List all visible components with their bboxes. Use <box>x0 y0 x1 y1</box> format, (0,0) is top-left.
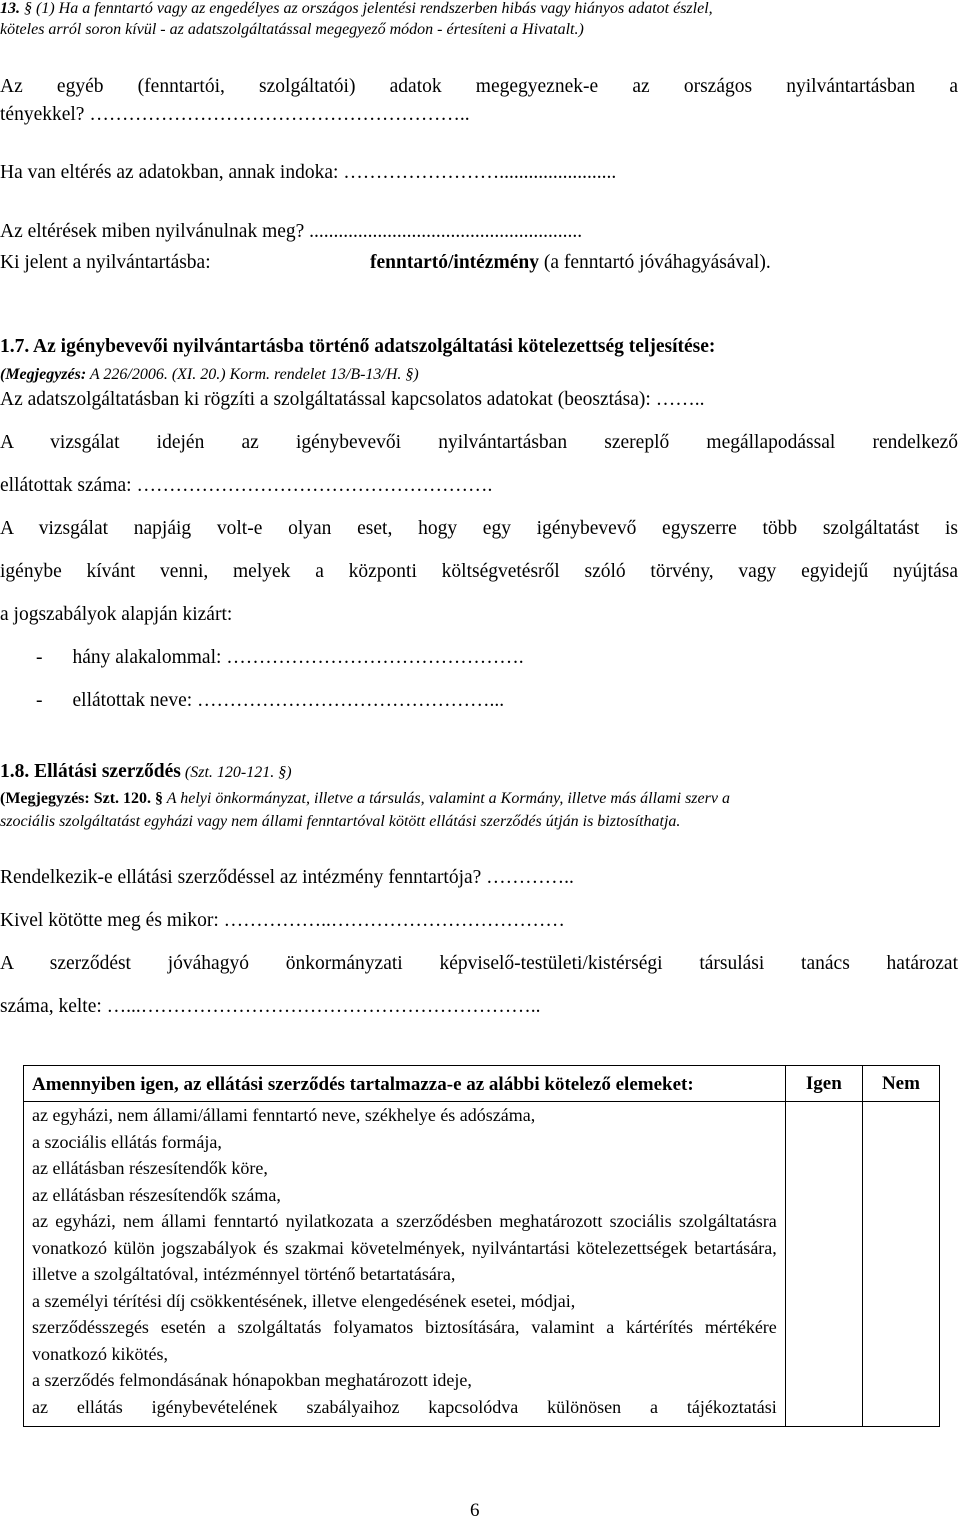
question-3: Az eltérések miben nyilvánulnak meg? ........................................................ <box>0 221 583 242</box>
page-number: 6 <box>470 1500 480 1521</box>
no-checkbox-cell[interactable] <box>862 1102 939 1427</box>
table-items-cell <box>24 1102 786 1427</box>
section-18-note <box>0 790 958 808</box>
table-item-8: a szerződés felmondásának hónapokban meghatározott ideje, <box>32 1370 472 1390</box>
bullet-1-dash: - <box>36 647 43 668</box>
table-item-7: szerződésszegés esetén a szolgáltatás folyamatos biztosítására, valamint a kártérítés mértékére vonatkozó kikötés, <box>32 1317 777 1364</box>
section-18-note-label: (Megjegyzés: Szt. 120. § <box>0 790 164 807</box>
question-4-bold: fenntartó/intézmény <box>370 252 539 273</box>
question-4-answer <box>370 252 771 274</box>
section-17-note-label: (Megjegyzés: <box>0 366 87 383</box>
table-item-5: az egyházi, nem állami fenntartó nyilatkozata a szerződésben meghatározott szociális szolgáltatásra vonatkozó külön jogszabályok és szakmai követelmények, nyilvántartási kötelezettségek betartására, illetve a szolgáltatóval, intézménnyel történő betartatására, <box>32 1211 777 1284</box>
section-17-heading: 1.7. Az igénybevevői nyilvántartásba történő adatszolgáltatási kötelezettség teljesítése: <box>0 336 716 357</box>
section-18-ref: (Szt. 120-121. §) <box>180 764 292 781</box>
table-header-text: Amennyiben igen, az ellátási szerződés tartalmazza-e az alábbi kötelező elemeket: <box>32 1074 694 1095</box>
section-18-question-2: Kivel kötötte meg és mikor: ……………..……………………………… <box>0 910 565 931</box>
section-17-line-6: a jogszabályok alapján kizárt: <box>0 604 233 625</box>
table-header-row <box>24 1066 940 1102</box>
section-18-question-4: száma, kelte: …...…………………………………………………….. <box>0 996 541 1017</box>
table-item-1: az egyházi, nem állami/állami fenntartó neve, székhelye és adószáma, <box>32 1105 536 1125</box>
table-item-9: az ellátás igénybevételének szabályaihoz kapcsolódva különösen a tájékoztatási <box>32 1396 777 1417</box>
section-17-line-4: A vizsgálat napjáig volt-e olyan eset, hogy egy igénybevevő egyszerre több szolgáltatást is <box>0 518 958 539</box>
question-2: Ha van eltérés az adatokban, annak indoka: ……………………........................ <box>0 162 617 183</box>
question-1a: Az egyéb (fenntartói, szolgáltatói) adatok megegyeznek-e az országos nyilvántartásban a <box>0 76 958 97</box>
bullet-2-dash: - <box>36 690 43 711</box>
section-17-note-text: A 226/2006. (XI. 20.) Korm. rendelet 13/B-13/H. §) <box>86 366 419 383</box>
table-body-row <box>24 1102 940 1427</box>
bullet-1 <box>36 647 524 669</box>
section-17-note <box>0 366 419 384</box>
question-4-label: Ki jelent a nyilvántartásba: <box>0 252 211 273</box>
section-18-question-3: A szerződést jóváhagyó önkormányzati képviselő-testületi/kistérségi társulási tanács határozat <box>0 953 958 974</box>
question-4 <box>0 252 771 274</box>
section-17-line-3: ellátottak száma: ………………………………………………. <box>0 475 493 496</box>
table-item-3: az ellátásban részesítendők köre, <box>32 1158 268 1178</box>
bullet-1-text: hány alakalommal: ………………………………………. <box>72 647 524 668</box>
section-18-title: Ellátási szerződés <box>34 761 181 782</box>
column-no-header: Nem <box>862 1066 939 1102</box>
bullet-2 <box>36 690 504 712</box>
contract-elements-table <box>23 1065 940 1427</box>
section-17-line-5: igénybe kívánt venni, melyek a központi költségvetésről szóló törvény, vagy egyidejű nyújtása <box>0 561 958 582</box>
table-item-2: a szociális ellátás formája, <box>32 1131 222 1152</box>
section-13-line-2 <box>0 21 584 39</box>
section-18-note-text: A helyi önkormányzat, illetve a társulás, valamint a Kormány, illetve más állami szerv a <box>163 790 730 807</box>
section-13-line-1: 13. § (1) Ha a fenntartó vagy az engedélyes az országos jelentési rendszerben hibás vagy hiányos adatot észlel, <box>0 0 713 17</box>
section-13-text: (1) Ha a fenntartó vagy az engedélyes az országos jelentési rendszerben hibás vagy hiányos adatot észlel, <box>36 0 713 17</box>
section-17-line-2: A vizsgálat idején az igénybevevői nyilvántartásban szereplő megállapodással rendelkező <box>0 432 958 453</box>
column-yes-header: Igen <box>785 1066 862 1102</box>
section-13-text-2: köteles arról soron kívül - az adatszolgáltatással megegyező módon - értesíteni a Hivatalt.) <box>0 21 584 38</box>
table-header-cell <box>24 1066 786 1102</box>
section-18-heading <box>0 761 292 783</box>
question-4-rest: (a fenntartó jóváhagyásával). <box>538 252 771 273</box>
bullet-2-text: ellátottak neve: ………………………………………... <box>72 690 505 711</box>
section-18-note-2: szociális szolgáltatást egyházi vagy nem állami fenntartóval kötött ellátási szerződés útján is biztosíthatja. <box>0 813 681 830</box>
yes-checkbox-cell[interactable] <box>785 1102 862 1427</box>
section-17-line-1: Az adatszolgáltatásban ki rögzíti a szolgáltatással kapcsolatos adatokat (beosztása): …….. <box>0 389 705 410</box>
table-item-4: az ellátásban részesítendők száma, <box>32 1184 281 1205</box>
section-13-number: 13. <box>0 0 20 17</box>
question-1b: tényekkel? ………………………………………………….. <box>0 104 470 125</box>
section-18-question-1: Rendelkezik-e ellátási szerződéssel az intézmény fenntartója? ………….. <box>0 867 574 888</box>
table-item-6: a személyi térítési díj csökkentésének, illetve elengedésének esetei, módjai, <box>32 1290 576 1311</box>
section-18-number: 1.8. <box>0 761 30 782</box>
